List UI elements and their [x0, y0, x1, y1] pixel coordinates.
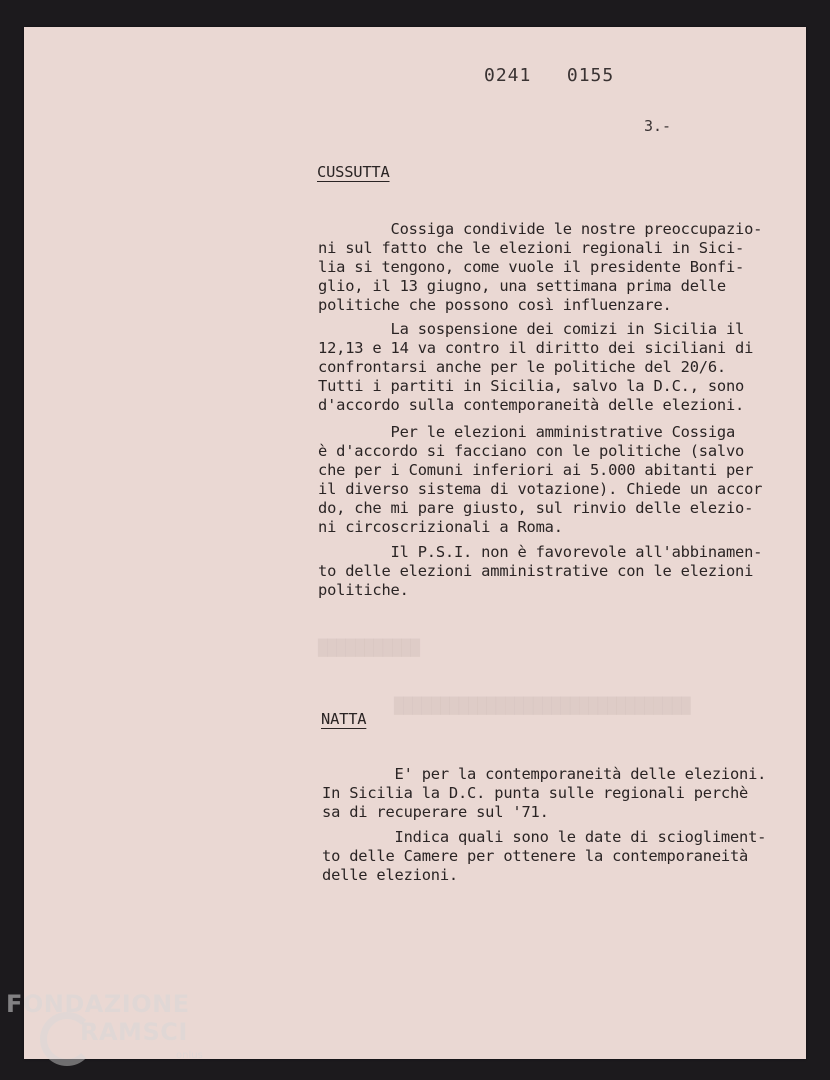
text-line: La sospensione dei comizi in Sicilia il — [318, 320, 745, 338]
text-line: ni circoscrizionali a Roma. — [318, 518, 563, 536]
text-line: è d'accordo si facciano con le politiche (salvo — [318, 442, 745, 460]
document-page — [24, 27, 806, 1059]
text-line: to delle elezioni amministrative con le elezioni — [318, 562, 754, 580]
bleed-through-text: ███████████ — [318, 639, 420, 657]
text-line: Per le elezioni amministrative Cossiga — [318, 423, 736, 441]
page-number: 3.- — [644, 117, 672, 135]
text-line: do, che mi pare giusto, sul rinvio delle elezio- — [318, 499, 754, 517]
archive-code: 0241 0155 — [484, 65, 615, 86]
watermark-small: onlus — [176, 1050, 203, 1061]
text-line: sa di recuperare sul '71. — [322, 803, 549, 821]
text-line: E' per la contemporaneità delle elezioni. — [322, 765, 767, 783]
text-line: d'accordo sulla contemporaneità delle elezioni. — [318, 396, 745, 414]
text-line: confrontarsi anche per le politiche del 20/6. — [318, 358, 726, 376]
text-line: Cossiga condivide le nostre preoccupazio- — [318, 220, 763, 238]
text-line: il diverso sistema di votazione). Chiede un accor — [318, 480, 763, 498]
watermark-line2: RAMSCI — [80, 1018, 188, 1046]
text-line: lia si tengono, come vuole il presidente Bonfi- — [318, 258, 745, 276]
text-line: Indica quali sono le date di sciogliment- — [322, 828, 767, 846]
watermark-line1: FONDAZIONE — [6, 990, 190, 1018]
speaker-heading-cossutta: CUSSUTTA — [317, 163, 390, 181]
speaker-heading-natta: NATTA — [321, 710, 367, 728]
fondazione-gramsci-watermark — [6, 988, 216, 1080]
text-line: delle elezioni. — [322, 866, 458, 884]
text-line: Il P.S.I. non è favorevole all'abbinamen- — [318, 543, 763, 561]
text-line: politiche che possono così influenzare. — [318, 296, 672, 314]
bleed-through-text: ████████████████████████████████ — [394, 697, 691, 715]
text-line: 12,13 e 14 va contro il diritto dei siciliani di — [318, 339, 754, 357]
text-line: che per i Comuni inferiori ai 5.000 abitanti per — [318, 461, 754, 479]
text-line: to delle Camere per ottenere la contemporaneità — [322, 847, 749, 865]
text-line: glio, il 13 giugno, una settimana prima delle — [318, 277, 726, 295]
text-line: In Sicilia la D.C. punta sulle regionali perchè — [322, 784, 749, 802]
text-line: ni sul fatto che le elezioni regionali in Sici- — [318, 239, 745, 257]
text-line: politiche. — [318, 581, 409, 599]
text-line: Tutti i partiti in Sicilia, salvo la D.C., sono — [318, 377, 745, 395]
